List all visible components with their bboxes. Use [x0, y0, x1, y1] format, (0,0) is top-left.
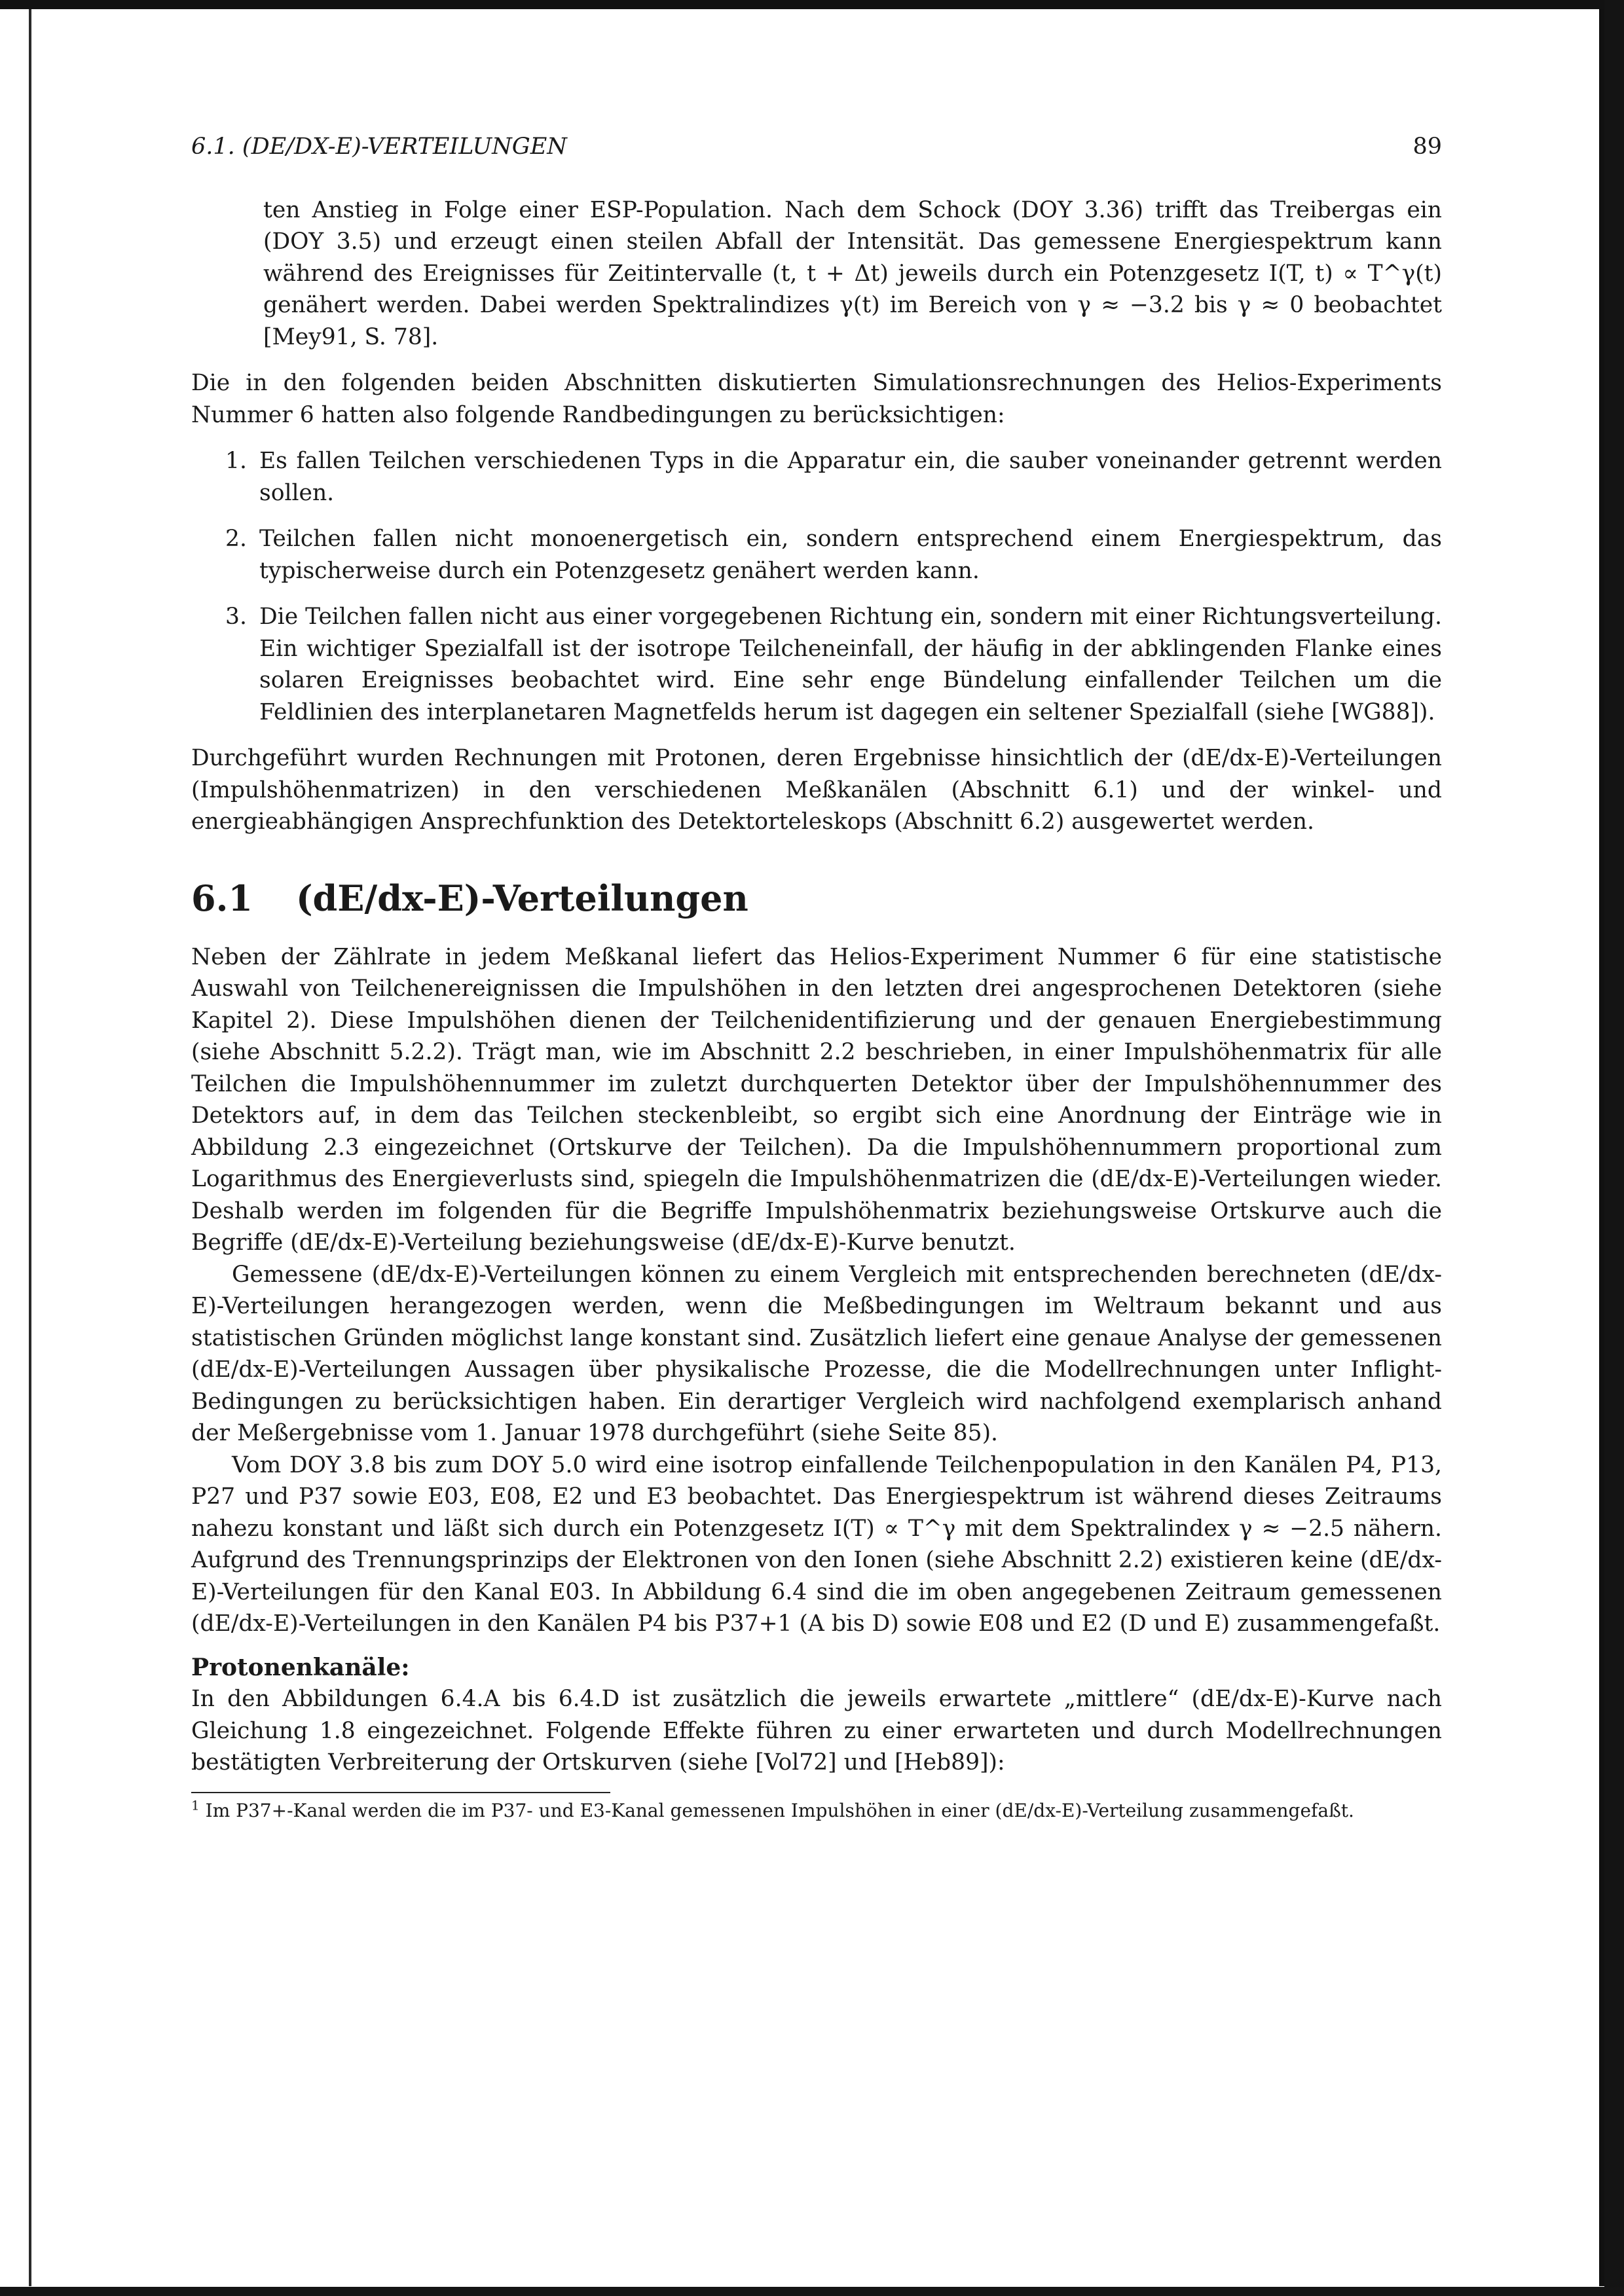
- list-item-text: Die Teilchen fallen nicht aus einer vorgegebenen Richtung ein, sondern mit einer Richtungsverteilung. Ein wichtiger Spezialfall ist der isotrope Teilcheneinfall, der häufig in der abklingenden Flanke eines solaren Ereignisses beobachtet wird. Eine sehr enge Bündelung einfallender Teilchen um die Feldlinien des interplanetaren Magnetfelds herum ist dagegen ein seltener Spezialfall (siehe [WG88]).: [259, 604, 1442, 725]
- list-item-number: 3.: [225, 604, 247, 630]
- results-paragraph: Durchgeführt wurden Rechnungen mit Protonen, deren Ergebnisse hinsichtlich der (dE/dx-E)-Verteilungen (Impulshöhenmatrizen) in den verschiedenen Meßkanälen (Abschnitt 6.1) und der winkel- und energieabhängigen Ansprechfunktion des Detektorteleskops (Abschnitt 6.2) ausgewertet werden.: [191, 745, 1442, 835]
- list-item-text: Teilchen fallen nicht monoenergetisch ein, sondern entsprechend einem Energiespektrum, das typischerweise durch ein Potenzgesetz genähert werden kann.: [259, 526, 1442, 584]
- section-number: 6.1: [191, 877, 253, 919]
- running-header-title: 6.1. (DE/DX-E)-VERTEILUNGEN: [191, 134, 567, 160]
- intro-paragraph: ten Anstieg in Folge einer ESP-Population. Nach dem Schock (DOY 3.36) trifft das Treibergas ein (DOY 3.5) und erzeugt einen steilen Abfall der Intensität. Das gemessene Energiespektrum kann während des Ereignisses für Zeitintervalle (t, t + Δt) jeweils durch ein Potenzgesetz I(T, t) ∝ T^γ(t) genähert werden. Dabei werden Spektralindizes γ(t) im Bereich von γ ≈ −3.2 bis γ ≈ 0 beobachtet [Mey91, S. 78].: [263, 196, 1442, 350]
- section-heading: [191, 877, 1442, 919]
- section-title: (dE/dx-E)-Verteilungen: [296, 877, 748, 919]
- page-number: 89: [1412, 134, 1442, 160]
- list-item: [191, 601, 1442, 728]
- top-scan-border: [0, 0, 1624, 9]
- conditions-paragraph: Die in den folgenden beiden Abschnitten diskutierten Simulationsrechnungen des Helios-Experiments Nummer 6 hatten also folgende Randbedingungen zu berücksichtigen:: [191, 370, 1442, 428]
- footnote: [191, 1798, 1442, 1823]
- runin-heading: Protonenkanäle:: [191, 1653, 410, 1681]
- list-item-text: Es fallen Teilchen verschiedenen Typs in die Apparatur ein, die sauber voneinander getrennt werden sollen.: [259, 448, 1442, 506]
- list-item-number: 2.: [225, 526, 247, 552]
- list-item-number: 1.: [225, 448, 247, 474]
- footnote-rule: [191, 1792, 610, 1793]
- list-item: [191, 523, 1442, 587]
- footnote-mark: 1: [191, 1797, 200, 1813]
- list-item: [191, 445, 1442, 509]
- running-header: [191, 131, 1442, 163]
- bottom-scan-border: [0, 2287, 1624, 2296]
- page-content: [191, 131, 1442, 1823]
- right-scan-border: [1604, 0, 1624, 2296]
- conditions-list: [191, 445, 1442, 728]
- section-paragraph: Vom DOY 3.8 bis zum DOY 5.0 wird eine isotrop einfallende Teilchenpopulation in den Kanälen P4, P13, P27 und P37 sowie E03, E08, E2 und E3 beobachtet. Das Energiespektrum ist während dieses Zeitraums nahezu konstant und läßt sich durch ein Potenzgesetz I(T) ∝ T^γ mit dem Spektralindex γ ≈ −2.5 nähern. Aufgrund des Trennungsprinzips der Elektronen von den Ionen (siehe Abschnitt 2.2) existieren keine (dE/dx-E)-Verteilungen für den Kanal E03. In Abbildung 6.4 sind die im oben angegebenen Zeitraum gemessenen (dE/dx-E)-Verteilungen in den Kanälen P4 bis P37+1 (A bis D) sowie E08 und E2 (D und E) zusammengefaßt.: [191, 1451, 1442, 1637]
- section-paragraph: Neben der Zählrate in jedem Meßkanal liefert das Helios-Experiment Nummer 6 für eine statistische Auswahl von Teilchenereignissen die Impulshöhen in den letzten drei angesprochenen Detektoren (siehe Kapitel 2). Diese Impulshöhen dienen der Teilchenidentifizierung und der genauen Energiebestimmung (siehe Abschnitt 5.2.2). Trägt man, wie im Abschnitt 2.2 beschrieben, in einer Impulshöhenmatrix für alle Teilchen die Impulshöhennummer im zuletzt durchquerten Detektor über der Impulshöhennummer des Detektors auf, in dem das Teilchen steckenbleibt, so ergibt sich eine Anordnung der Einträge wie in Abbildung 2.3 eingezeichnet (Ortskurve der Teilchen). Da die Impulshöhennummern proportional zum Logarithmus des Energieverlusts sind, spiegeln die Impulshöhenmatrizen die (dE/dx-E)-Verteilungen wieder. Deshalb werden im folgenden für die Begriffe Impulshöhenmatrix beziehungsweise Ortskurve auch die Begriffe (dE/dx-E)-Verteilung beziehungsweise (dE/dx-E)-Kurve benutzt.: [191, 943, 1442, 1256]
- section-paragraph: Gemessene (dE/dx-E)-Verteilungen können zu einem Vergleich mit entsprechenden berechneten (dE/dx-E)-Verteilungen herangezogen werden, wenn die Meßbedingungen im Weltraum bekannt und aus statistischen Gründen möglichst lange konstant sind. Zusätzlich liefert eine genaue Analyse der gemessenen (dE/dx-E)-Verteilungen Aussagen über physikalische Prozesse, die die Modellrechnungen unter Inflight-Bedingungen zu berücksichtigen haben. Ein derartiger Vergleich wird nachfolgend exemplarisch anhand der Meßergebnisse vom 1. Januar 1978 durchgeführt (siehe Seite 85).: [191, 1261, 1442, 1446]
- footnote-text: Im P37+-Kanal werden die im P37- und E3-Kanal gemessenen Impulshöhen in einer (dE/dx-E)-Verteilung zusammengefaßt.: [205, 1799, 1354, 1821]
- protonen-paragraph: In den Abbildungen 6.4.A bis 6.4.D ist zusätzlich die jeweils erwartete „mittlere“ (dE/dx-E)-Kurve nach Gleichung 1.8 eingezeichnet. Folgende Effekte führen zu einer erwarteten und durch Modellrechnungen bestätigten Verbreiterung der Ortskurven (siehe [Vol72] und [Heb89]):: [191, 1686, 1442, 1776]
